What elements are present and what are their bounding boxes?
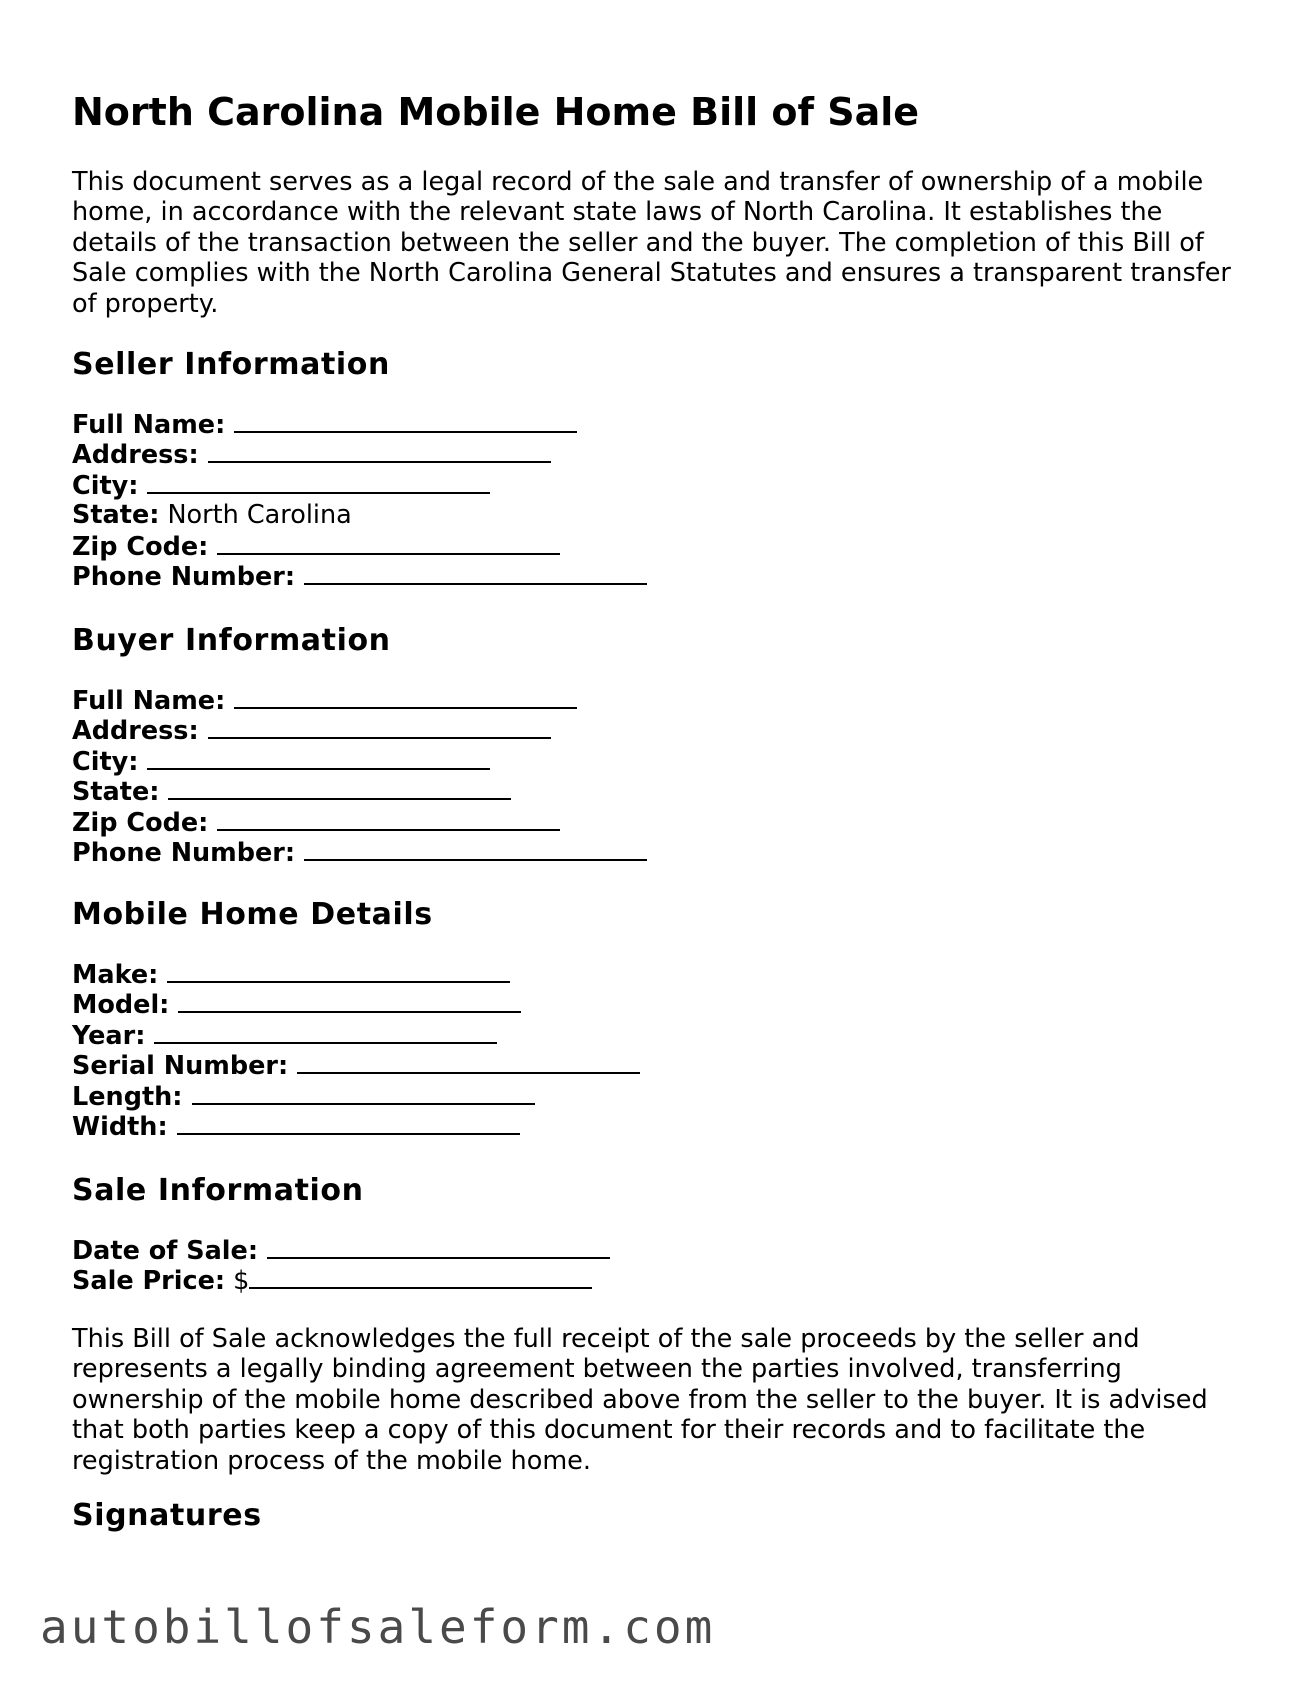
buyer-city-field <box>72 746 647 776</box>
buyer-full-name-field <box>72 685 647 715</box>
field-label: Phone Number: <box>72 561 296 592</box>
field-label: Sale Price: <box>72 1266 226 1297</box>
home-make-blank[interactable] <box>167 959 510 983</box>
seller-address-field <box>72 439 647 469</box>
buyer-state-blank[interactable] <box>168 776 511 800</box>
field-label: Serial Number: <box>72 1051 289 1082</box>
field-label: Year: <box>72 1020 146 1051</box>
sale-date-blank[interactable] <box>267 1235 610 1259</box>
home-length-field <box>72 1081 640 1111</box>
field-label: Address: <box>72 716 199 747</box>
field-label: State: <box>72 500 160 531</box>
field-label: City: <box>72 470 139 501</box>
home-make-field <box>72 959 640 989</box>
home-width-field <box>72 1111 640 1141</box>
buyer-state-field <box>72 776 647 806</box>
home-year-blank[interactable] <box>154 1020 497 1044</box>
field-label: Length: <box>72 1081 183 1112</box>
home-length-blank[interactable] <box>192 1081 535 1105</box>
document-title: North Carolina Mobile Home Bill of Sale <box>72 90 920 134</box>
home-details-fields <box>72 959 640 1141</box>
field-label: Full Name: <box>72 686 226 716</box>
field-label: Make: <box>72 960 159 990</box>
field-label: Zip Code: <box>72 531 209 562</box>
buyer-address-field <box>72 715 647 745</box>
home-serial-field <box>72 1050 640 1080</box>
buyer-section-heading: Buyer Information <box>72 623 391 658</box>
seller-full-name-field <box>72 409 647 439</box>
field-label: State: <box>72 777 160 808</box>
closing-paragraph: This Bill of Sale acknowledges the full receipt of the sale proceeds by the seller and represents a legally binding agreement between the parties involved, transferring ownership of the mobile home described above from the seller to the buyer. It is advised that both parties keep a copy of this document for their records and to facilitate the registration process of the mobile home. <box>72 1324 1208 1476</box>
buyer-phone-field <box>72 837 647 867</box>
field-label: Zip Code: <box>72 807 209 838</box>
seller-phone-blank[interactable] <box>304 561 647 585</box>
buyer-zip-field <box>72 807 647 837</box>
currency-symbol: $ <box>233 1266 250 1297</box>
intro-paragraph: This document serves as a legal record of the sale and transfer of ownership of a mobile home, in accordance with the relevant state laws of North Carolina. It establishes the details of the transaction between the seller and the buyer. The completion of this Bill of Sale complies with the North Carolina General Statutes and ensures a transparent transfer of property. <box>72 167 1231 319</box>
signatures-section-heading: Signatures <box>72 1498 262 1533</box>
home-model-blank[interactable] <box>178 989 521 1013</box>
buyer-fields <box>72 685 647 867</box>
home-width-blank[interactable] <box>177 1111 520 1135</box>
field-label: Address: <box>72 440 199 471</box>
sale-section-heading: Sale Information <box>72 1173 364 1208</box>
buyer-zip-blank[interactable] <box>217 807 560 831</box>
sale-price-blank[interactable] <box>249 1265 592 1289</box>
sale-date-field <box>72 1235 610 1265</box>
seller-phone-field <box>72 561 647 591</box>
seller-full-name-blank[interactable] <box>234 409 577 433</box>
seller-address-blank[interactable] <box>208 439 551 463</box>
field-label: Model: <box>72 990 170 1021</box>
buyer-phone-blank[interactable] <box>304 837 647 861</box>
buyer-full-name-blank[interactable] <box>234 685 577 709</box>
seller-zip-blank[interactable] <box>217 531 560 555</box>
sale-fields <box>72 1235 610 1296</box>
home-model-field <box>72 989 640 1019</box>
site-watermark: autobillofsaleform.com <box>40 1600 716 1654</box>
seller-state-field <box>72 500 647 530</box>
seller-city-field <box>72 470 647 500</box>
seller-state-value: North Carolina <box>167 500 352 531</box>
field-label: Phone Number: <box>72 837 296 868</box>
seller-fields <box>72 409 647 591</box>
seller-zip-field <box>72 531 647 561</box>
field-label: Width: <box>72 1111 168 1142</box>
buyer-address-blank[interactable] <box>208 715 551 739</box>
home-details-section-heading: Mobile Home Details <box>72 897 433 932</box>
field-label: Full Name: <box>72 410 226 440</box>
buyer-city-blank[interactable] <box>147 746 490 770</box>
home-year-field <box>72 1020 640 1050</box>
seller-city-blank[interactable] <box>147 470 490 494</box>
seller-section-heading: Seller Information <box>72 347 390 382</box>
home-serial-blank[interactable] <box>297 1050 640 1074</box>
sale-price-field <box>72 1265 610 1295</box>
field-label: City: <box>72 746 139 777</box>
field-label: Date of Sale: <box>72 1236 259 1266</box>
